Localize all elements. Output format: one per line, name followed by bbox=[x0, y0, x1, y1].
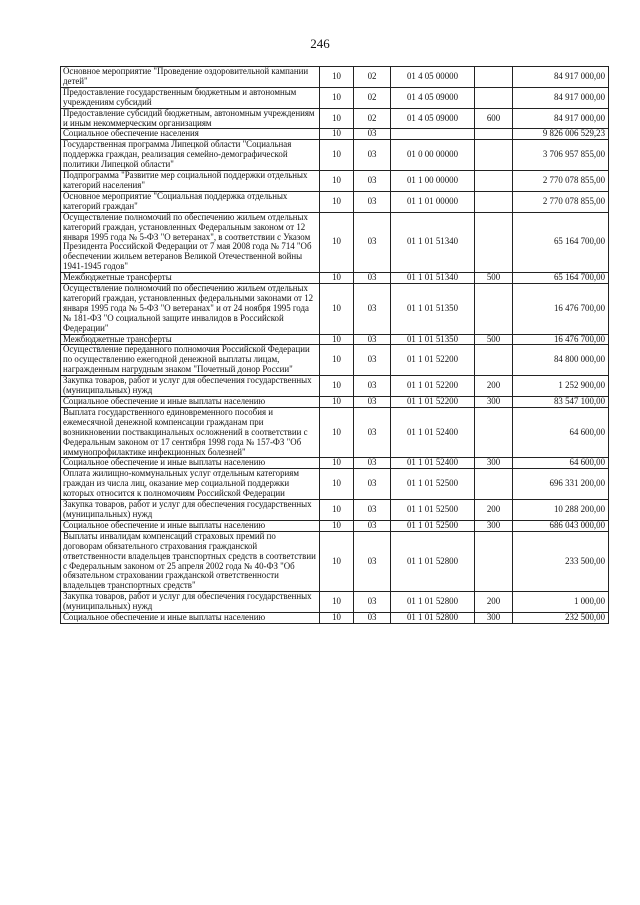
budget-table bbox=[60, 66, 609, 624]
cell-target-article: 01 1 01 52400 bbox=[391, 458, 475, 469]
table-row bbox=[61, 87, 609, 108]
cell-target-article: 01 1 01 51340 bbox=[391, 212, 475, 272]
table-row bbox=[61, 334, 609, 345]
cell-name: Предоставление государственным бюджетным и автономным учреждениям субсидий bbox=[61, 87, 320, 108]
cell-target-article: 01 1 01 52500 bbox=[391, 500, 475, 521]
cell-section: 10 bbox=[320, 67, 354, 88]
table-row bbox=[61, 129, 609, 140]
cell-expense-type bbox=[475, 531, 513, 591]
table-row bbox=[61, 108, 609, 129]
table-row bbox=[61, 469, 609, 500]
table-row bbox=[61, 592, 609, 613]
cell-subsection: 03 bbox=[354, 458, 391, 469]
cell-name: Основное мероприятие "Социальная поддержка отдельных категорий граждан" bbox=[61, 191, 320, 212]
cell-subsection: 03 bbox=[354, 376, 391, 397]
cell-subsection: 03 bbox=[354, 284, 391, 335]
cell-name: Социальное обеспечение и иные выплаты населению bbox=[61, 520, 320, 531]
cell-expense-type bbox=[475, 284, 513, 335]
cell-expense-type: 300 bbox=[475, 613, 513, 624]
cell-name: Осуществление переданного полномочия Российской Федерации по осуществлению ежегодной денежной выплаты лицам, награжденным нагрудным знаком "Почетный донор России" bbox=[61, 345, 320, 376]
cell-expense-type: 600 bbox=[475, 108, 513, 129]
cell-amount: 65 164 700,00 bbox=[513, 273, 609, 284]
cell-name: Основное мероприятие "Проведение оздоровительной кампании детей" bbox=[61, 67, 320, 88]
cell-section: 10 bbox=[320, 458, 354, 469]
cell-name: Социальное обеспечение населения bbox=[61, 129, 320, 140]
cell-amount: 84 800 000,00 bbox=[513, 345, 609, 376]
cell-target-article: 01 4 05 09000 bbox=[391, 108, 475, 129]
table-row bbox=[61, 520, 609, 531]
table-row bbox=[61, 191, 609, 212]
table-body bbox=[61, 67, 609, 624]
cell-expense-type: 200 bbox=[475, 500, 513, 521]
cell-target-article bbox=[391, 129, 475, 140]
cell-section: 10 bbox=[320, 531, 354, 591]
table-row bbox=[61, 531, 609, 591]
table-row bbox=[61, 500, 609, 521]
table-row bbox=[61, 273, 609, 284]
cell-section: 10 bbox=[320, 191, 354, 212]
cell-amount: 2 770 078 855,00 bbox=[513, 171, 609, 192]
cell-target-article: 01 1 01 52400 bbox=[391, 407, 475, 458]
cell-section: 10 bbox=[320, 613, 354, 624]
cell-amount: 233 500,00 bbox=[513, 531, 609, 591]
cell-section: 10 bbox=[320, 500, 354, 521]
cell-expense-type: 200 bbox=[475, 592, 513, 613]
cell-target-article: 01 4 05 00000 bbox=[391, 67, 475, 88]
cell-section: 10 bbox=[320, 469, 354, 500]
cell-target-article: 01 1 01 52200 bbox=[391, 397, 475, 408]
table-row bbox=[61, 613, 609, 624]
cell-amount: 696 331 200,00 bbox=[513, 469, 609, 500]
cell-expense-type: 500 bbox=[475, 273, 513, 284]
cell-name: Межбюджетные трансферты bbox=[61, 334, 320, 345]
cell-name: Выплаты инвалидам компенсаций страховых премий по договорам обязательного страхования гражданской ответственности владельцев транспортных средств в соответствии с Федеральным законом от 25 апреля 2002 года № 40-ФЗ "Об обязательном страховании гражданской ответственности владельцев транспортных средств" bbox=[61, 531, 320, 591]
cell-name: Закупка товаров, работ и услуг для обеспечения государственных (муниципальных) нужд bbox=[61, 592, 320, 613]
cell-section: 10 bbox=[320, 129, 354, 140]
cell-subsection: 03 bbox=[354, 140, 391, 171]
cell-name: Социальное обеспечение и иные выплаты населению bbox=[61, 458, 320, 469]
cell-target-article: 01 1 01 00000 bbox=[391, 191, 475, 212]
cell-target-article: 01 1 01 51350 bbox=[391, 284, 475, 335]
cell-section: 10 bbox=[320, 108, 354, 129]
cell-section: 10 bbox=[320, 273, 354, 284]
cell-target-article: 01 1 00 00000 bbox=[391, 171, 475, 192]
cell-amount: 84 917 000,00 bbox=[513, 87, 609, 108]
table-row bbox=[61, 397, 609, 408]
cell-name: Выплата государственного единовременного пособия и ежемесячной денежной компенсации гражданам при возникновении поствакцинальных осложнений в соответствии с Федеральным законом от 17 сентября 1998 года № 157-ФЗ "Об иммунопрофилактике инфекционных болезней" bbox=[61, 407, 320, 458]
cell-amount: 64 600,00 bbox=[513, 458, 609, 469]
table-row bbox=[61, 458, 609, 469]
table-row bbox=[61, 284, 609, 335]
cell-subsection: 03 bbox=[354, 212, 391, 272]
cell-name: Социальное обеспечение и иные выплаты населению bbox=[61, 613, 320, 624]
cell-expense-type bbox=[475, 67, 513, 88]
cell-subsection: 02 bbox=[354, 67, 391, 88]
cell-subsection: 02 bbox=[354, 87, 391, 108]
cell-expense-type bbox=[475, 407, 513, 458]
cell-target-article: 01 1 01 52800 bbox=[391, 592, 475, 613]
cell-name: Закупка товаров, работ и услуг для обеспечения государственных (муниципальных) нужд bbox=[61, 500, 320, 521]
cell-amount: 1 252 900,00 bbox=[513, 376, 609, 397]
cell-amount: 83 547 100,00 bbox=[513, 397, 609, 408]
cell-expense-type bbox=[475, 140, 513, 171]
cell-subsection: 03 bbox=[354, 592, 391, 613]
cell-name: Оплата жилищно-коммунальных услуг отдельным категориям граждан из числа лиц, оказание мер социальной поддержки которых относится к полномочиям Российской Федерации bbox=[61, 469, 320, 500]
cell-amount: 65 164 700,00 bbox=[513, 212, 609, 272]
cell-section: 10 bbox=[320, 87, 354, 108]
cell-name: Осуществление полномочий по обеспечению жильем отдельных категорий граждан, установленных федеральными законами от 12 января 1995 года № 5-ФЗ "О ветеранах" и от 24 ноября 1995 года № 181-ФЗ "О социальной защите инвалидов в Российской Федерации" bbox=[61, 284, 320, 335]
cell-target-article: 01 1 01 51350 bbox=[391, 334, 475, 345]
cell-subsection: 03 bbox=[354, 334, 391, 345]
cell-expense-type: 200 bbox=[475, 376, 513, 397]
cell-expense-type bbox=[475, 212, 513, 272]
cell-name: Осуществление полномочий по обеспечению жильем отдельных категорий граждан, установленных Федеральным законом от 12 января 1995 года № 5-ФЗ "О ветеранах", в соответствии с Указом Президента Российской Федерации от 7 мая 2008 года № 714 "Об обеспечении жильем ветеранов Великой Отечественной войны 1941-1945 годов" bbox=[61, 212, 320, 272]
cell-section: 10 bbox=[320, 140, 354, 171]
cell-section: 10 bbox=[320, 212, 354, 272]
cell-amount: 3 706 957 855,00 bbox=[513, 140, 609, 171]
cell-target-article: 01 1 01 52800 bbox=[391, 531, 475, 591]
cell-subsection: 02 bbox=[354, 108, 391, 129]
cell-subsection: 03 bbox=[354, 520, 391, 531]
cell-section: 10 bbox=[320, 345, 354, 376]
cell-amount: 16 476 700,00 bbox=[513, 284, 609, 335]
cell-target-article: 01 4 05 09000 bbox=[391, 87, 475, 108]
cell-subsection: 03 bbox=[354, 191, 391, 212]
table-row bbox=[61, 171, 609, 192]
cell-subsection: 03 bbox=[354, 531, 391, 591]
table-row bbox=[61, 212, 609, 272]
cell-expense-type bbox=[475, 469, 513, 500]
cell-subsection: 03 bbox=[354, 273, 391, 284]
table-row bbox=[61, 67, 609, 88]
table-row bbox=[61, 345, 609, 376]
cell-section: 10 bbox=[320, 334, 354, 345]
cell-subsection: 03 bbox=[354, 500, 391, 521]
cell-amount: 84 917 000,00 bbox=[513, 67, 609, 88]
cell-amount: 9 826 006 529,23 bbox=[513, 129, 609, 140]
table-row bbox=[61, 140, 609, 171]
page-number: 246 bbox=[310, 36, 330, 51]
cell-subsection: 03 bbox=[354, 171, 391, 192]
cell-amount: 84 917 000,00 bbox=[513, 108, 609, 129]
cell-target-article: 01 1 01 52500 bbox=[391, 520, 475, 531]
cell-section: 10 bbox=[320, 376, 354, 397]
cell-target-article: 01 1 01 51340 bbox=[391, 273, 475, 284]
cell-subsection: 03 bbox=[354, 129, 391, 140]
cell-expense-type: 500 bbox=[475, 334, 513, 345]
cell-amount: 2 770 078 855,00 bbox=[513, 191, 609, 212]
cell-expense-type: 300 bbox=[475, 458, 513, 469]
cell-target-article: 01 1 01 52200 bbox=[391, 376, 475, 397]
cell-expense-type bbox=[475, 191, 513, 212]
cell-name: Закупка товаров, работ и услуг для обеспечения государственных (муниципальных) нужд bbox=[61, 376, 320, 397]
cell-amount: 232 500,00 bbox=[513, 613, 609, 624]
cell-section: 10 bbox=[320, 407, 354, 458]
cell-target-article: 01 1 01 52800 bbox=[391, 613, 475, 624]
cell-expense-type: 300 bbox=[475, 520, 513, 531]
cell-amount: 686 043 000,00 bbox=[513, 520, 609, 531]
cell-expense-type: 300 bbox=[475, 397, 513, 408]
cell-subsection: 03 bbox=[354, 469, 391, 500]
cell-amount: 16 476 700,00 bbox=[513, 334, 609, 345]
table-row bbox=[61, 376, 609, 397]
cell-section: 10 bbox=[320, 397, 354, 408]
cell-expense-type bbox=[475, 171, 513, 192]
cell-section: 10 bbox=[320, 284, 354, 335]
cell-subsection: 03 bbox=[354, 397, 391, 408]
cell-amount: 64 600,00 bbox=[513, 407, 609, 458]
cell-subsection: 03 bbox=[354, 345, 391, 376]
cell-target-article: 01 1 01 52500 bbox=[391, 469, 475, 500]
cell-name: Предоставление субсидий бюджетным, автономным учреждениям и иным некоммерческим организациям bbox=[61, 108, 320, 129]
cell-section: 10 bbox=[320, 592, 354, 613]
cell-subsection: 03 bbox=[354, 613, 391, 624]
cell-name: Социальное обеспечение и иные выплаты населению bbox=[61, 397, 320, 408]
cell-name: Подпрограмма "Развитие мер социальной поддержки отдельных категорий населения" bbox=[61, 171, 320, 192]
cell-expense-type bbox=[475, 87, 513, 108]
cell-expense-type bbox=[475, 129, 513, 140]
cell-section: 10 bbox=[320, 520, 354, 531]
cell-target-article: 01 0 00 00000 bbox=[391, 140, 475, 171]
cell-section: 10 bbox=[320, 171, 354, 192]
cell-subsection: 03 bbox=[354, 407, 391, 458]
cell-amount: 10 288 200,00 bbox=[513, 500, 609, 521]
cell-target-article: 01 1 01 52200 bbox=[391, 345, 475, 376]
cell-name: Межбюджетные трансферты bbox=[61, 273, 320, 284]
table-row bbox=[61, 407, 609, 458]
cell-name: Государственная программа Липецкой области "Социальная поддержка граждан, реализация семейно-демографической политики Липецкой области" bbox=[61, 140, 320, 171]
cell-amount: 1 000,00 bbox=[513, 592, 609, 613]
cell-expense-type bbox=[475, 345, 513, 376]
